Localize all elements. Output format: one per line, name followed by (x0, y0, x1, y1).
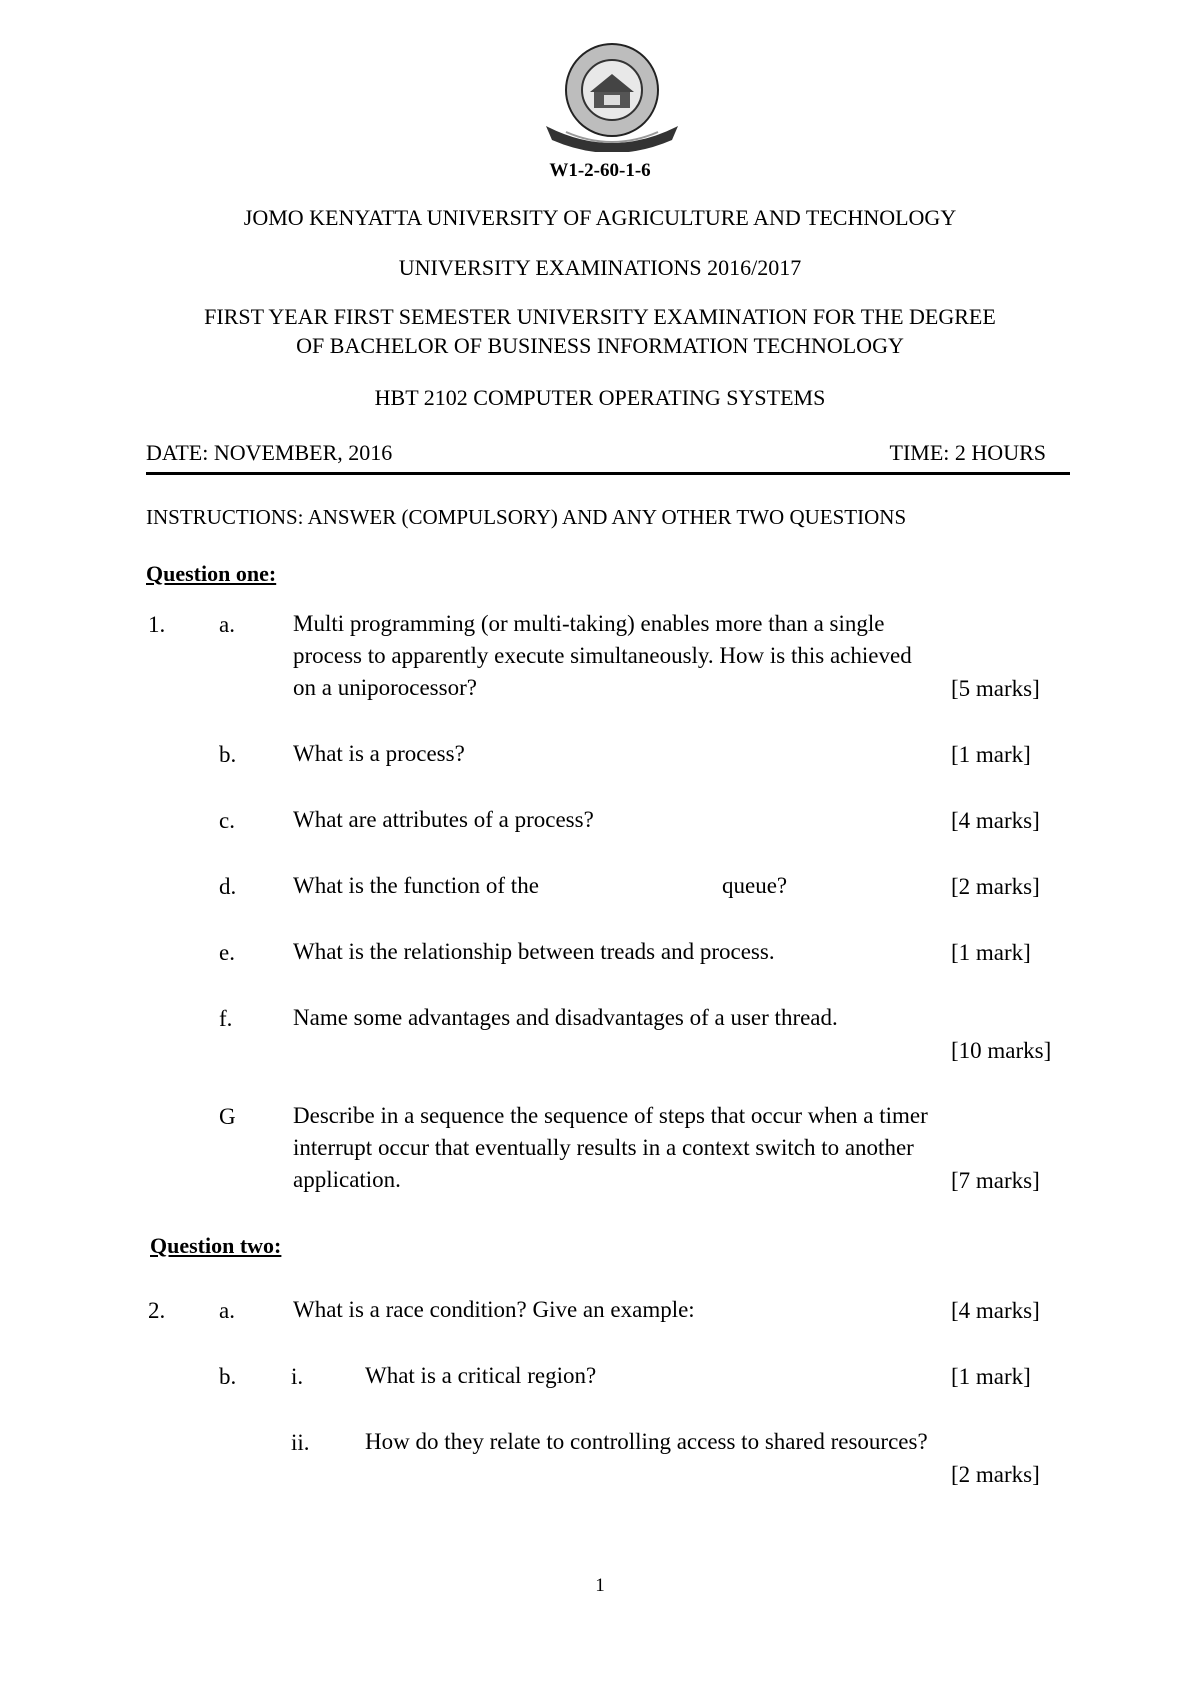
q1e-text: What is the relationship between treads and process. (293, 939, 775, 964)
instructions: INSTRUCTIONS: ANSWER (COMPULSORY) AND ANY OTHER TWO QUESTIONS (146, 505, 907, 529)
q2b-ii-marks: [2 marks] (951, 1462, 1040, 1487)
q1b-marks: [1 mark] (951, 742, 1031, 767)
q1a-line1: Multi programming (or multi-taking) enables more than a single (293, 611, 885, 636)
exam-code: W1-2-60-1-6 (549, 160, 651, 181)
q1b-text: What is a process? (293, 741, 465, 766)
q1g-line3: application. (293, 1167, 401, 1192)
page-number: 1 (595, 1575, 605, 1596)
university-name: JOMO KENYATTA UNIVERSITY OF AGRICULTURE AND TECHNOLOGY (243, 205, 957, 230)
q2a-label: a. (219, 1298, 235, 1323)
q1f-label: f. (219, 1006, 233, 1031)
date-time-row (146, 440, 1070, 475)
q1g-line1: Describe in a sequence the sequence of steps that occur when a timer (293, 1103, 928, 1128)
exam-date: DATE: NOVEMBER, 2016 (146, 440, 393, 465)
q1g-line2: interrupt occur that eventually results in a context switch to another (293, 1135, 914, 1160)
q1a-label: a. (219, 612, 235, 637)
question-one-number: 1. (148, 612, 166, 637)
q1g-text (293, 1100, 928, 1196)
exam-title (0, 302, 1200, 360)
q1a-text (293, 608, 912, 704)
q1a-marks: [5 marks] (951, 676, 1040, 701)
q2a-text: What is a race condition? Give an example: (293, 1297, 695, 1322)
q1g-marks: [7 marks] (951, 1168, 1040, 1193)
question-two-number: 2. (148, 1298, 166, 1323)
exam-title-line2: OF BACHELOR OF BUSINESS INFORMATION TECHNOLOGY (296, 333, 904, 358)
q1c-text: What are attributes of a process? (293, 807, 594, 832)
q2b-i-text: What is a critical region? (365, 1363, 597, 1388)
q1d-text-a: What is the function of the (293, 873, 539, 898)
q1a-line3: on a uniporocessor? (293, 675, 477, 700)
q2b-ii-text: How do they relate to controlling access to shared resources? (365, 1429, 928, 1454)
q1d-marks: [2 marks] (951, 874, 1040, 899)
exam-time: TIME: 2 HOURS (889, 440, 1046, 465)
q1d-label: d. (219, 874, 237, 899)
q2b-label: b. (219, 1364, 237, 1389)
question-two-heading: Question two: (150, 1233, 282, 1258)
q2a-marks: [4 marks] (951, 1298, 1040, 1323)
q2b-ii-label: ii. (291, 1430, 310, 1455)
q2b-i-marks: [1 mark] (951, 1364, 1031, 1389)
q1c-label: c. (219, 808, 235, 833)
exam-session: UNIVERSITY EXAMINATIONS 2016/2017 (398, 255, 802, 280)
q1e-label: e. (219, 940, 235, 965)
question-one-heading: Question one: (146, 561, 277, 586)
q1b-label: b. (219, 742, 237, 767)
university-crest-icon (538, 40, 686, 152)
q1d-text-b: queue? (722, 873, 788, 898)
q1c-marks: [4 marks] (951, 808, 1040, 833)
q1f-marks: [10 marks] (951, 1038, 1052, 1063)
course-title: HBT 2102 COMPUTER OPERATING SYSTEMS (374, 385, 826, 410)
exam-title-line1: FIRST YEAR FIRST SEMESTER UNIVERSITY EXAMINATION FOR THE DEGREE (204, 304, 996, 329)
q2b-i-label: i. (291, 1364, 304, 1389)
q1g-label: G (219, 1104, 236, 1129)
q1f-text: Name some advantages and disadvantages of a user thread. (293, 1005, 838, 1030)
q1e-marks: [1 mark] (951, 940, 1031, 965)
q1a-line2: process to apparently execute simultaneously. How is this achieved (293, 643, 912, 668)
